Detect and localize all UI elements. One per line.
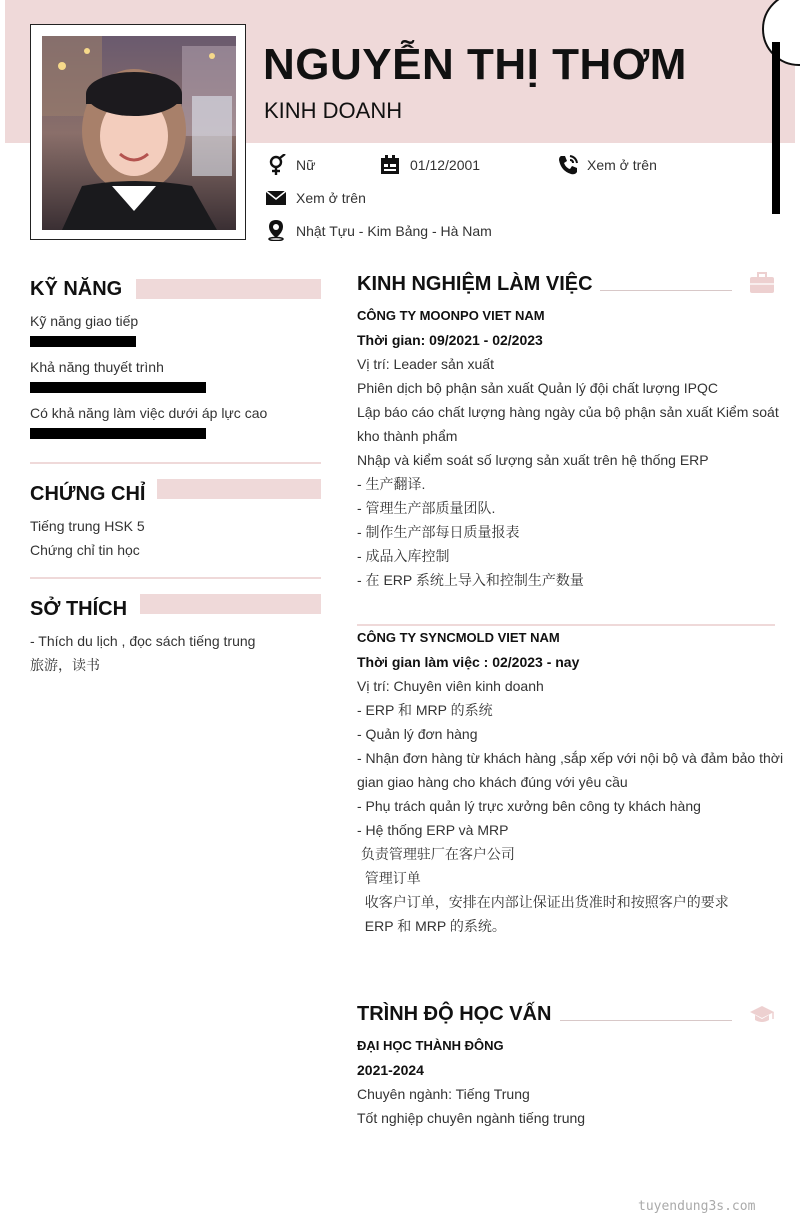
job-line: - Hệ thống ERP và MRP: [357, 822, 509, 838]
job-line: Vị trí: Chuyên viên kinh doanh: [357, 678, 544, 694]
experience-title-line: [600, 290, 732, 291]
skill-label: Khả năng thuyết trình: [30, 359, 164, 375]
job-line: - Nhận đơn hàng từ khách hàng ,sắp xếp với nội bộ và đảm bảo thời: [357, 750, 784, 766]
job-line: gian giao hàng cho khách đúng với yêu cầu: [357, 774, 628, 790]
skill-label: Có khả năng làm việc dưới áp lực cao: [30, 405, 268, 421]
gender-icon: [265, 154, 287, 176]
job-line: Phiên dịch bộ phận sản xuất Quản lý đội chất lượng IPQC: [357, 380, 718, 396]
profile-photo: [42, 36, 236, 230]
job-period: Thời gian: 09/2021 - 02/2023: [357, 332, 543, 348]
phone-text: Xem ở trên: [587, 157, 657, 173]
job-line: - 管理生产部质量团队.: [357, 500, 496, 516]
school-years: 2021-2024: [357, 1062, 424, 1078]
job-line: - 生产翻译.: [357, 476, 426, 492]
job-line: - Quản lý đơn hàng: [357, 726, 478, 742]
section-divider: [30, 577, 321, 579]
school-name: ĐẠI HỌC THÀNH ĐÔNG: [357, 1038, 504, 1053]
education-title: TRÌNH ĐỘ HỌC VẤN: [357, 1003, 552, 1025]
job-line: Vị trí: Leader sản xuất: [357, 356, 494, 372]
skill-level-bar: [30, 336, 136, 347]
job-line: ERP 和 MRP 的系统。: [357, 918, 506, 934]
job-line: - Phụ trách quản lý trực xưởng bên công ty khách hàng: [357, 798, 701, 814]
hobby-line: 旅游，读书: [30, 657, 100, 673]
certificate-item: Tiếng trung HSK 5: [30, 518, 145, 534]
candidate-role: KINH DOANH: [264, 98, 403, 123]
location-icon: [265, 219, 287, 241]
experience-title: KINH NGHIỆM LÀM VIỆC: [357, 273, 593, 295]
hobby-line: - Thích du lịch , đọc sách tiếng trung: [30, 633, 256, 649]
job-line: 收客户订单，安排在内部让保证出货准时和按照客户的要求: [357, 894, 729, 910]
calendar-icon: [379, 154, 401, 176]
skill-level-bar: [30, 382, 206, 393]
address-text: Nhật Tựu - Kim Bảng - Hà Nam: [296, 223, 492, 239]
decorative-bar: [772, 42, 780, 214]
phone-icon: [557, 154, 579, 176]
email-text: Xem ở trên: [296, 190, 366, 206]
graduation-cap-icon: [749, 1004, 775, 1024]
hobbies-title: SỞ THÍCH: [30, 598, 128, 620]
job-line: - 制作生产部每日质量报表: [357, 524, 520, 540]
job-line: - ERP 和 MRP 的系统: [357, 702, 493, 718]
certificate-item: Chứng chỉ tin học: [30, 542, 140, 558]
candidate-name: NGUYỄN THỊ THƠM: [263, 40, 687, 89]
certificates-title: CHỨNG CHỈ: [30, 483, 146, 505]
job-line: 管理订单: [357, 870, 421, 886]
skill-level-bar: [30, 428, 206, 439]
job-company: CÔNG TY SYNCMOLD VIET NAM: [357, 630, 560, 645]
briefcase-icon: [749, 272, 775, 294]
job-period: Thời gian làm việc : 02/2023 - nay: [357, 654, 580, 670]
job-line: - 成品入库控制: [357, 548, 450, 564]
job-line: - 在 ERP 系统上导入和控制生产数量: [357, 572, 584, 588]
email-icon: [265, 187, 287, 209]
hobbies-title-bar: [140, 594, 321, 614]
job-company: CÔNG TY MOONPO VIET NAM: [357, 308, 545, 323]
education-line: Chuyên ngành: Tiếng Trung: [357, 1086, 530, 1102]
skills-title-bar: [136, 279, 321, 299]
job-line: 负责管理驻厂在客户公司: [357, 846, 515, 862]
education-title-line: [560, 1020, 732, 1021]
job-line: kho thành phẩm: [357, 428, 458, 444]
job-line: Lập báo cáo chất lượng hàng ngày của bộ phận sản xuất Kiểm soát: [357, 404, 779, 420]
certificates-title-bar: [157, 479, 321, 499]
gender-text: Nữ: [296, 157, 316, 173]
birthday-text: 01/12/2001: [410, 157, 481, 173]
section-divider: [30, 462, 321, 464]
skill-label: Kỹ năng giao tiếp: [30, 313, 139, 329]
skills-title: KỸ NĂNG: [30, 278, 123, 300]
footer-watermark: tuyendung3s.com: [638, 1199, 756, 1214]
job-line: Nhập và kiểm soát số lượng sản xuất trên hệ thống ERP: [357, 452, 709, 468]
education-line: Tốt nghiệp chuyên ngành tiếng trung: [357, 1110, 586, 1126]
